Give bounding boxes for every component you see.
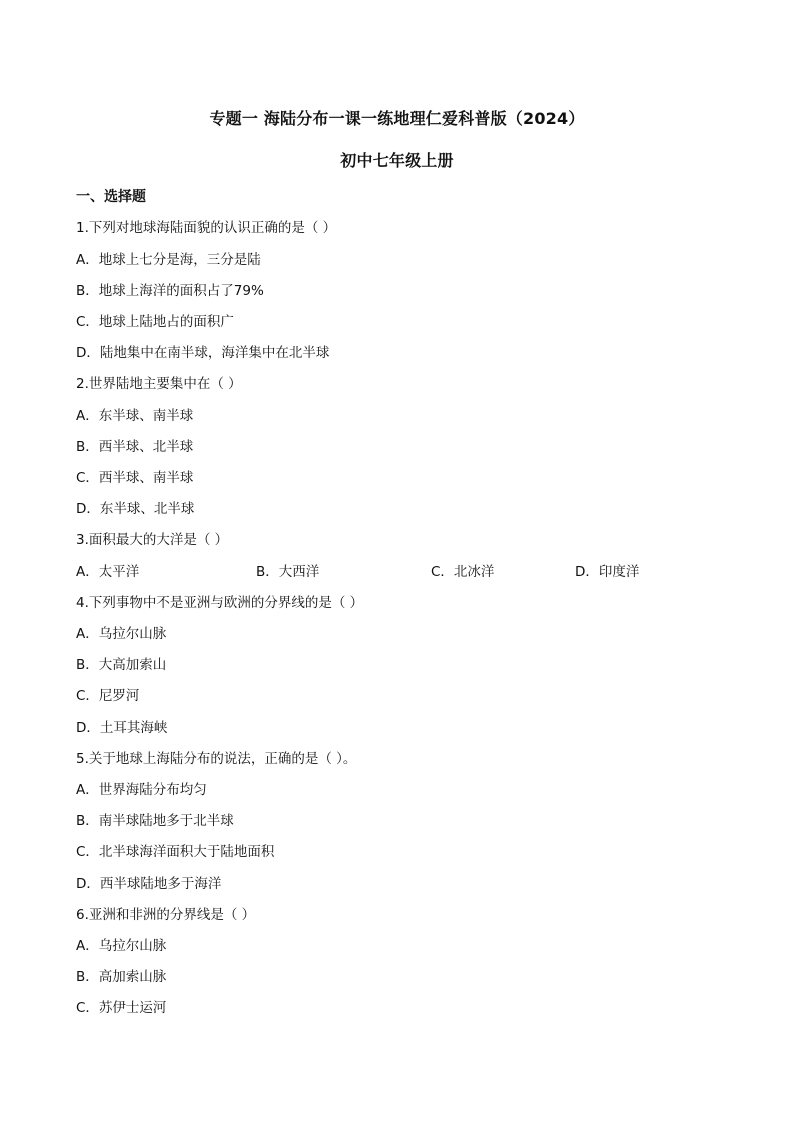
question-2-option-d: D．东半球、北半球 [76,501,195,517]
question-2-option-a: A．东半球、南半球 [76,408,194,424]
document-subtitle: 初中七年级上册 [340,151,454,170]
question-1-option-c: C．地球上陆地占的面积广 [76,314,234,330]
document-title: 专题一 海陆分布一课一练地理仁爱科普版（2024） [209,109,585,128]
question-1-stem: 1.下列对地球海陆面貌的认识正确的是（ ） [76,220,337,236]
question-3-option-c: C．北冰洋 [431,564,495,580]
question-5-option-a: A．世界海陆分布均匀 [76,782,207,798]
question-3-option-d: D．印度洋 [575,564,640,580]
question-3-options [76,560,716,580]
question-1-option-d: D．陆地集中在南半球，海洋集中在北半球 [76,345,330,361]
question-2-option-c: C．西半球、南半球 [76,470,194,486]
question-1-option-a: A．地球上七分是海，三分是陆 [76,252,261,268]
question-6-option-b: B．高加索山脉 [76,969,167,985]
question-3-option-a: A．太平洋 [76,564,140,580]
question-4-option-b: B．大高加索山 [76,657,167,673]
question-6-option-c: C．苏伊士运河 [76,1000,167,1016]
question-5-stem: 5.关于地球上海陆分布的说法，正确的是（ ）。 [76,751,357,767]
question-4-option-c: C．尼罗河 [76,688,140,704]
question-6-stem: 6.亚洲和非洲的分界线是（ ） [76,907,256,923]
section-heading: 一、选择题 [76,189,146,205]
question-4-option-d: D．土耳其海峡 [76,720,168,736]
question-1-option-b: B．地球上海洋的面积占了79% [76,283,264,299]
question-5-option-b: B．南半球陆地多于北半球 [76,813,234,829]
question-5-option-d: D．西半球陆地多于海洋 [76,876,222,892]
question-2-stem: 2.世界陆地主要集中在（ ） [76,376,242,392]
question-3-option-b: B．大西洋 [256,564,320,580]
question-5-option-c: C．北半球海洋面积大于陆地面积 [76,844,275,860]
question-4-stem: 4.下列事物中不是亚洲与欧洲的分界线的是（ ） [76,595,364,611]
question-4-option-a: A．乌拉尔山脉 [76,626,167,642]
question-2-option-b: B．西半球、北半球 [76,439,194,455]
question-3-stem: 3.面积最大的大洋是（ ） [76,532,229,548]
question-6-option-a: A．乌拉尔山脉 [76,938,167,954]
